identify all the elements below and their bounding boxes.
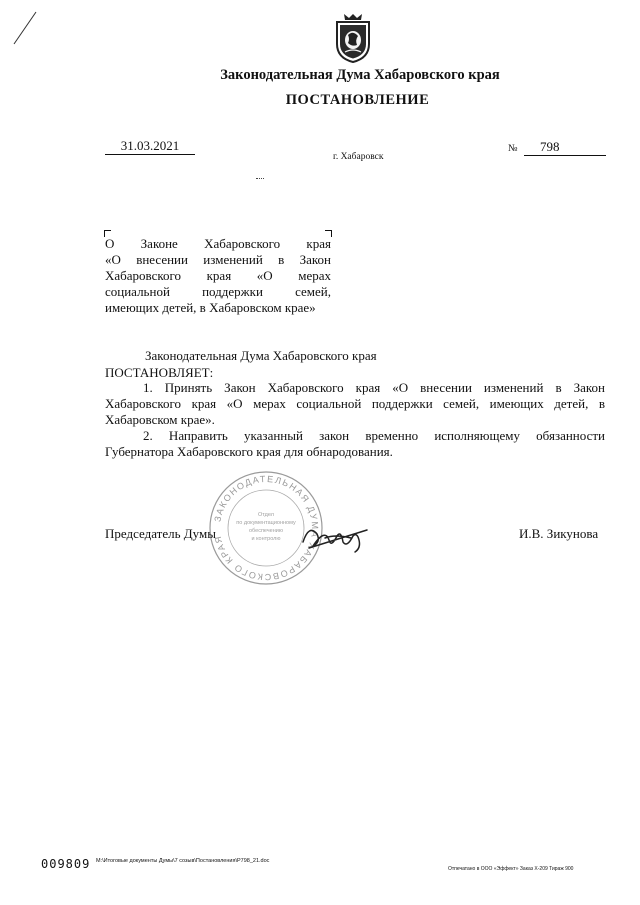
svg-text:и контролю: и контролю [251, 536, 281, 542]
subject-line: социальной поддержки семей, [105, 284, 331, 299]
item2-line: Губернатора Хабаровского края для обнародования. [105, 444, 393, 459]
scan-mark [12, 10, 38, 46]
subject-line: имеющих детей, в Хабаровском крае» [105, 300, 316, 315]
scan-speck [256, 178, 264, 180]
document-city: г. Хабаровск [333, 152, 384, 162]
coat-of-arms-emblem [331, 10, 375, 64]
signatory-name: И.В. Зикунова [519, 526, 599, 541]
item1-line: 1. Принять Закон Хабаровского края «О внесении изменений в Закон [143, 380, 605, 395]
registration-number: 009809 [41, 857, 91, 871]
item1-line: Хабаровском крае». [105, 412, 215, 427]
signatory-position: Председатель Думы [105, 526, 216, 541]
organization-name: Законодательная Дума Хабаровского края [220, 67, 500, 83]
handwritten-signature [295, 518, 375, 558]
document-number: 798 [524, 139, 606, 156]
subject-line: «О внесении изменений в Закон [105, 252, 331, 267]
document-subject [105, 236, 331, 316]
subject-line: О Законе Хабаровского края [105, 236, 331, 251]
preamble [105, 348, 605, 364]
svg-text:Отдел: Отдел [258, 512, 274, 518]
item2-line: 2. Направить указанный закон временно исполняющему обязанности [143, 428, 605, 443]
svg-text:по документационному: по документационному [236, 520, 296, 526]
document-type-title: ПОСТАНОВЛЕНИЕ [285, 92, 430, 108]
resolves-heading: ПОСТАНОВЛЯЕТ: [105, 365, 214, 380]
svg-text:ЗАКОНОДАТЕЛЬНАЯ ДУМА ХАБАРОВСК: ЗАКОНОДАТЕЛЬНАЯ ДУМА ХАБАРОВСКОГО КРАЯ [212, 473, 321, 583]
file-path: М:\Итоговые документы Думы\7 созыв\Постановления\Р798_21.doc [96, 858, 270, 864]
resolution-items [105, 380, 605, 460]
preamble-text: Законодательная Дума Хабаровского края [145, 348, 377, 363]
number-sign: № [508, 143, 518, 154]
printer-info: Отпечатано в ООО «Эффект» Заказ Х-209 Тираж 900 [448, 866, 574, 872]
subject-line: Хабаровского края «О мерах [105, 268, 331, 283]
svg-text:обеспечению: обеспечению [249, 528, 283, 534]
item1-line: Хабаровского края «О мерах социальной поддержки семей, имеющих детей, в [105, 396, 605, 411]
document-date: 31.03.2021 [105, 138, 195, 155]
